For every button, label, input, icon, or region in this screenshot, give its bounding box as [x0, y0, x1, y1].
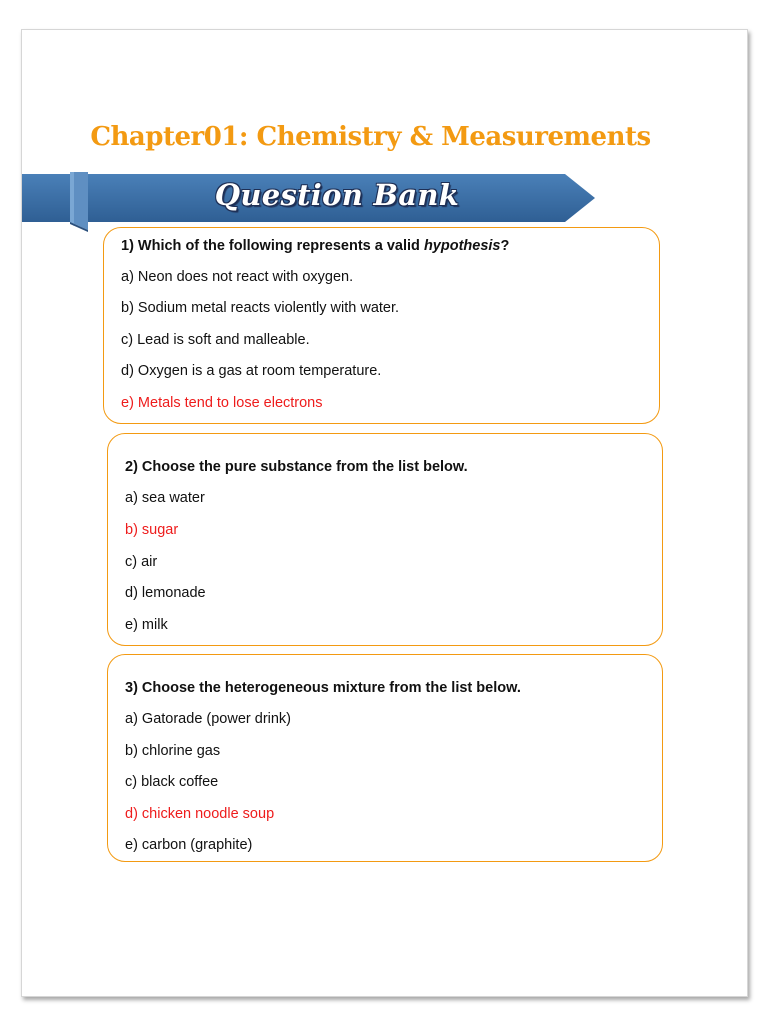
option-d-correct: d) chicken noodle soup	[125, 806, 275, 822]
question-prompt: 2) Choose the pure substance from the list below.	[125, 459, 468, 475]
document-page	[21, 29, 748, 997]
option-d: d) Oxygen is a gas at room temperature.	[121, 363, 382, 379]
option-b-correct: b) sugar	[125, 522, 179, 538]
question-prompt	[121, 238, 509, 254]
question-box-3	[107, 654, 663, 862]
option-e: e) carbon (graphite)	[125, 837, 253, 853]
option-c: c) air	[125, 554, 158, 570]
option-a: a) Neon does not react with oxygen.	[121, 269, 354, 285]
chapter-title: Chapter01: Chemistry & Measurements	[90, 122, 651, 152]
question-prompt: 3) Choose the heterogeneous mixture from the list below.	[125, 680, 521, 696]
option-e-correct: e) Metals tend to lose electrons	[121, 395, 323, 411]
option-e: e) milk	[125, 617, 168, 633]
option-a: a) sea water	[125, 490, 205, 506]
option-d: d) lemonade	[125, 585, 206, 601]
question-box-2	[107, 433, 663, 646]
prompt-text: 1) Which of the following represents a valid	[121, 238, 424, 254]
question-box-1	[103, 227, 660, 424]
option-b: b) chlorine gas	[125, 743, 221, 759]
option-b: b) Sodium metal reacts violently with water.	[121, 300, 400, 316]
prompt-emphasis: hypothesis	[423, 238, 501, 254]
option-c: c) black coffee	[125, 774, 219, 790]
banner-title: Question Bank	[214, 178, 460, 212]
option-c: c) Lead is soft and malleable.	[121, 332, 310, 348]
prompt-end: ?	[500, 238, 510, 254]
option-a: a) Gatorade (power drink)	[125, 711, 292, 727]
